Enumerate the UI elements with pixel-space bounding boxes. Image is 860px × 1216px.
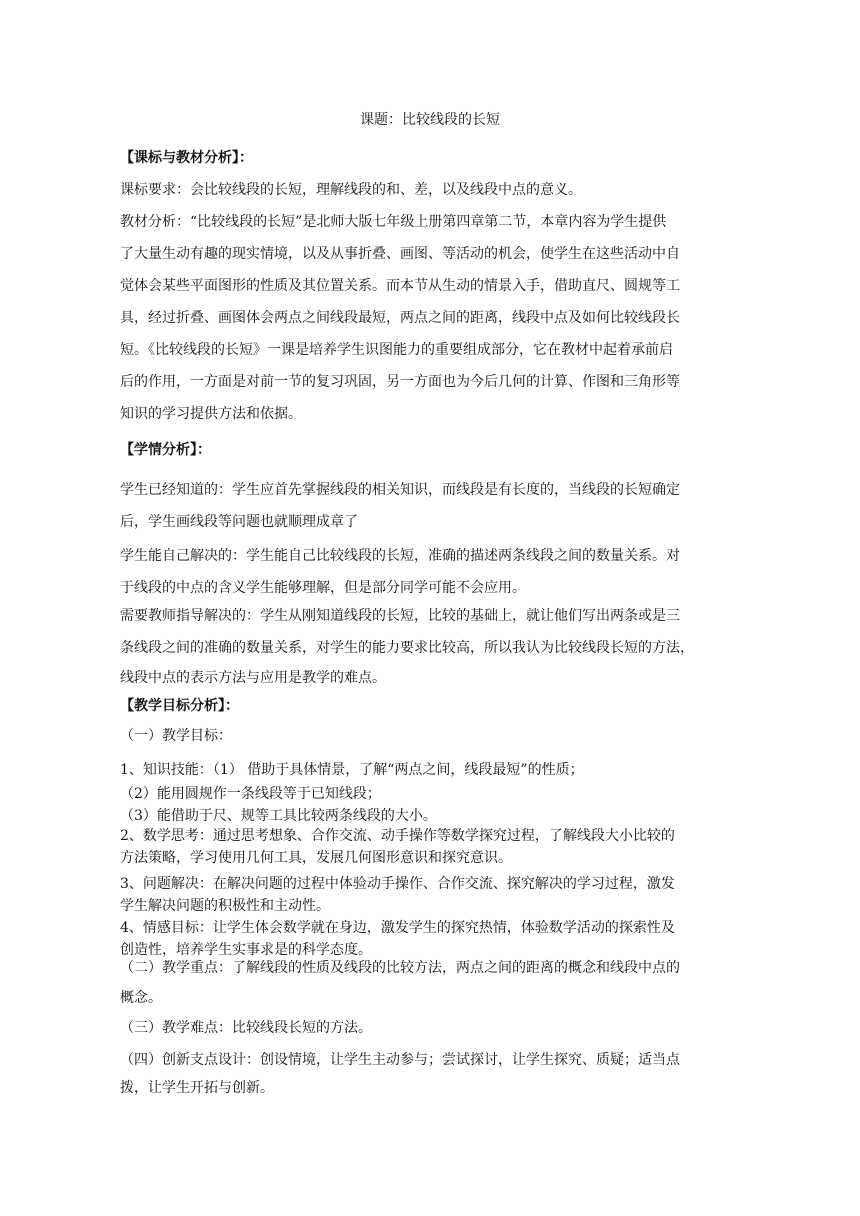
textbook-analysis-line: 具，经过折叠、画图体会两点之间线段最短，两点之间的距离，线段中点及如何比较线段长 bbox=[120, 310, 680, 326]
goal-math-thinking-line: 方法策略，学习使用几何工具，发展几何图形意识和探究意识。 bbox=[120, 850, 512, 866]
textbook-analysis-line: 觉体会某些平面图形的性质及其位置关系。而本节从生动的情景入手，借助直尺、圆规等工 bbox=[120, 278, 680, 294]
key-point-line: 概念。 bbox=[120, 990, 162, 1006]
curriculum-requirement: 课标要求：会比较线段的长短，理解线段的和、差，以及线段中点的意义。 bbox=[120, 182, 582, 198]
goal-problem-solving-line: 学生解决问题的积极性和主动性。 bbox=[120, 898, 330, 914]
teacher-guide-line: 需要教师指导解决的：学生从刚知道线段的长短，比较的基础上，就让他们写出两条或是三 bbox=[120, 608, 680, 624]
teacher-guide-line: 线段中点的表示方法与应用是教学的难点。 bbox=[120, 670, 386, 686]
document-title: 课题：比较线段的长短 bbox=[360, 112, 500, 128]
textbook-analysis-line: 短。《比较线段的长短》一课是培养学生识图能力的重要组成部分，它在教材中起着承前启 bbox=[120, 342, 673, 358]
goal-knowledge-skills-3: （3）能借助于尺、规等工具比较两条线段的大小。 bbox=[120, 808, 437, 824]
key-point-line: （二）教学重点：了解线段的性质及线段的比较方法，两点之间的距离的概念和线段中点的 bbox=[120, 960, 680, 976]
teacher-guide-line: 条线段之间的准确的数量关系，对学生的能力要求比较高，所以我认为比较线段长短的方法， bbox=[120, 640, 694, 656]
section-heading-learning: 【学情分析】： bbox=[120, 442, 211, 458]
known-line: 后，学生画线段等问题也就顺理成章了 bbox=[120, 514, 358, 530]
self-solve-line: 于线段的中点的含义学生能够理解，但是部分同学可能不会应用。 bbox=[120, 580, 526, 596]
goal-emotion-line: 创造性，培养学生实事求是的科学态度。 bbox=[120, 942, 372, 958]
innovation-line: 拨，让学生开拓与创新。 bbox=[120, 1080, 274, 1096]
goal-knowledge-skills-2: （2）能用圆规作一条线段等于已知线段； bbox=[120, 786, 381, 802]
goal-problem-solving-line: 3、问题解决：在解决问题的过程中体验动手操作、合作交流、探究解决的学习过程，激发 bbox=[120, 876, 675, 892]
self-solve-line: 学生能自己解决的：学生能自己比较线段的长短，准确的描述两条线段之间的数量关系。对 bbox=[120, 548, 680, 564]
goal-heading: （一）教学目标： bbox=[120, 728, 232, 744]
section-heading-curriculum: 【课标与教材分析】： bbox=[120, 150, 253, 166]
textbook-analysis-line: 知识的学习提供方法和依据。 bbox=[120, 406, 302, 422]
goal-knowledge-skills: 1、知识技能：（1） 借助于具体情景，了解“两点之间，线段最短”的性质； bbox=[120, 762, 584, 778]
textbook-analysis-line: 后的作用，一方面是对前一节的复习巩固，另一方面也为今后几何的计算、作图和三角形等 bbox=[120, 374, 680, 390]
goal-emotion-line: 4、情感目标：让学生体会数学就在身边，激发学生的探究热情，体验数学活动的探索性及 bbox=[120, 920, 675, 936]
goal-math-thinking-line: 2、数学思考：通过思考想象、合作交流、动手操作等数学探究过程，了解线段大小比较的 bbox=[120, 828, 675, 844]
section-heading-goals: 【教学目标分析】： bbox=[120, 698, 239, 714]
known-line: 学生已经知道的：学生应首先掌握线段的相关知识，而线段是有长度的，当线段的长短确定 bbox=[120, 482, 680, 498]
innovation-line: （四）创新支点设计：创设情境，让学生主动参与；尝试探讨，让学生探究、质疑；适当点 bbox=[120, 1052, 680, 1068]
textbook-analysis-line: 了大量生动有趣的现实情境，以及从事折叠、画图、等活动的机会，使学生在这些活动中自 bbox=[120, 246, 680, 262]
difficulty-line: （三）教学难点：比较线段长短的方法。 bbox=[120, 1020, 372, 1036]
textbook-analysis-line: 教材分析：“比较线段的长短”是北师大版七年级上册第四章第二节，本章内容为学生提供 bbox=[120, 214, 667, 230]
